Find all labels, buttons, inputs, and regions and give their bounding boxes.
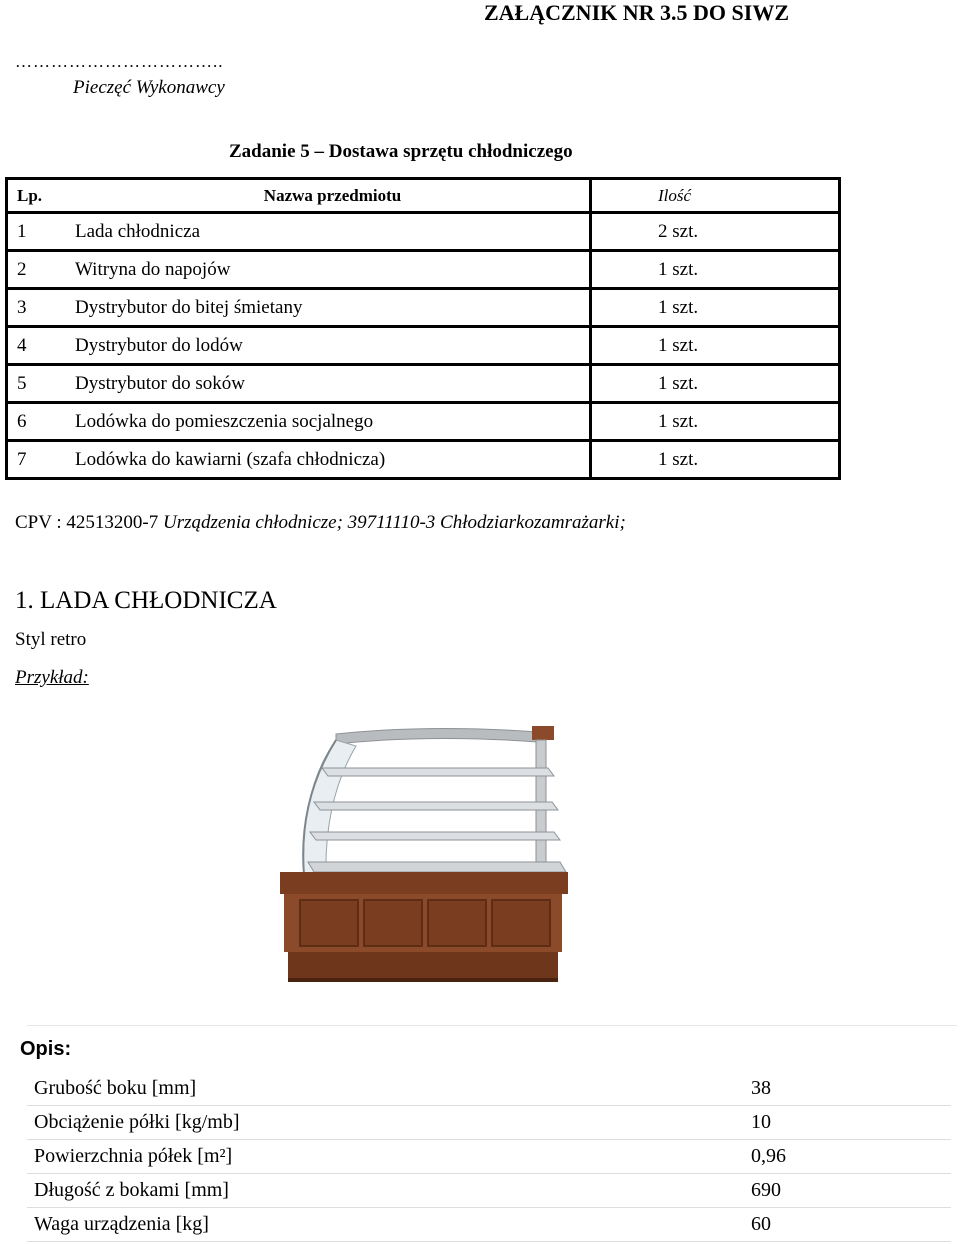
row-name: Lodówka do kawiarni (szafa chłodnicza) bbox=[75, 448, 386, 470]
style-text: Styl retro bbox=[15, 629, 87, 650]
example-label: Przykład: bbox=[15, 667, 89, 688]
description-section bbox=[20, 1025, 957, 1244]
row-qty: 2 szt. bbox=[591, 213, 840, 251]
stamp-label: Pieczęć Wykonawcy bbox=[73, 77, 225, 98]
row-name: Lada chłodnicza bbox=[67, 213, 591, 251]
product-image bbox=[270, 720, 576, 988]
row-lp: 4 bbox=[7, 327, 68, 365]
row-qty: 1 szt. bbox=[591, 289, 840, 327]
task-title: Zadanie 5 – Dostawa sprzętu chłodniczego bbox=[229, 141, 573, 162]
spec-table bbox=[27, 1072, 951, 1242]
table-row bbox=[7, 289, 840, 327]
row-qty: 1 szt. bbox=[591, 365, 840, 403]
spec-name: Grubość boku [mm] bbox=[27, 1072, 744, 1106]
row-qty: 1 szt. bbox=[591, 441, 840, 479]
row-name: Dystrybutor do soków bbox=[67, 365, 591, 403]
table-row bbox=[7, 251, 840, 289]
spec-row bbox=[27, 1208, 951, 1242]
column-header-name: Nazwa przedmiotu bbox=[67, 179, 591, 213]
spec-value: 690 bbox=[744, 1174, 951, 1208]
row-lp: 5 bbox=[7, 365, 68, 403]
spec-value: 0,96 bbox=[744, 1140, 951, 1174]
spec-row bbox=[27, 1174, 951, 1208]
row-lp: 1 bbox=[7, 213, 68, 251]
description-label: Opis: bbox=[20, 1038, 72, 1060]
cpv-prefix: CPV : 42513200-7 bbox=[15, 512, 163, 533]
cpv-description: Urządzenia chłodnicze; 39711110-3 Chłodziarkozamrażarki; bbox=[162, 512, 626, 533]
table-row bbox=[7, 441, 840, 479]
column-header-lp: Lp. bbox=[7, 179, 68, 213]
table-row bbox=[7, 327, 840, 365]
column-header-qty: Ilość bbox=[591, 179, 840, 213]
table-row bbox=[7, 365, 840, 403]
signature-dots: …………………………….. bbox=[15, 52, 224, 71]
items-table-header-row bbox=[7, 179, 840, 213]
section-title: 1. LADA CHŁODNICZA bbox=[15, 587, 277, 614]
row-qty: 1 szt. bbox=[591, 403, 840, 441]
row-lp: 7 bbox=[17, 448, 27, 470]
row-name: Lodówka do pomieszczenia socjalnego bbox=[67, 403, 591, 441]
row-qty: 1 szt. bbox=[591, 327, 840, 365]
spec-row bbox=[27, 1106, 951, 1140]
spec-value: 10 bbox=[744, 1106, 951, 1140]
spec-row bbox=[27, 1140, 951, 1174]
spec-name: Długość z bokami [mm] bbox=[27, 1174, 744, 1208]
row-lp: 3 bbox=[7, 289, 68, 327]
row-lp: 6 bbox=[7, 403, 68, 441]
items-table bbox=[5, 177, 841, 480]
row-qty: 1 szt. bbox=[591, 251, 840, 289]
spec-name: Obciążenie półki [kg/mb] bbox=[27, 1106, 744, 1140]
spec-name: Waga urządzenia [kg] bbox=[27, 1208, 744, 1242]
spec-value: 60 bbox=[744, 1208, 951, 1242]
row-lp: 2 bbox=[7, 251, 68, 289]
row-name: Dystrybutor do bitej śmietany bbox=[67, 289, 591, 327]
row-name: Dystrybutor do lodów bbox=[67, 327, 591, 365]
row-name: Witryna do napojów bbox=[67, 251, 591, 289]
table-row bbox=[7, 403, 840, 441]
spec-value: 38 bbox=[744, 1072, 951, 1106]
table-row bbox=[7, 213, 840, 251]
spec-row bbox=[27, 1072, 951, 1106]
annex-title: ZAŁĄCZNIK NR 3.5 DO SIWZ bbox=[484, 0, 789, 25]
cpv-line bbox=[15, 511, 626, 535]
spec-name: Powierzchnia półek [m²] bbox=[27, 1140, 744, 1174]
